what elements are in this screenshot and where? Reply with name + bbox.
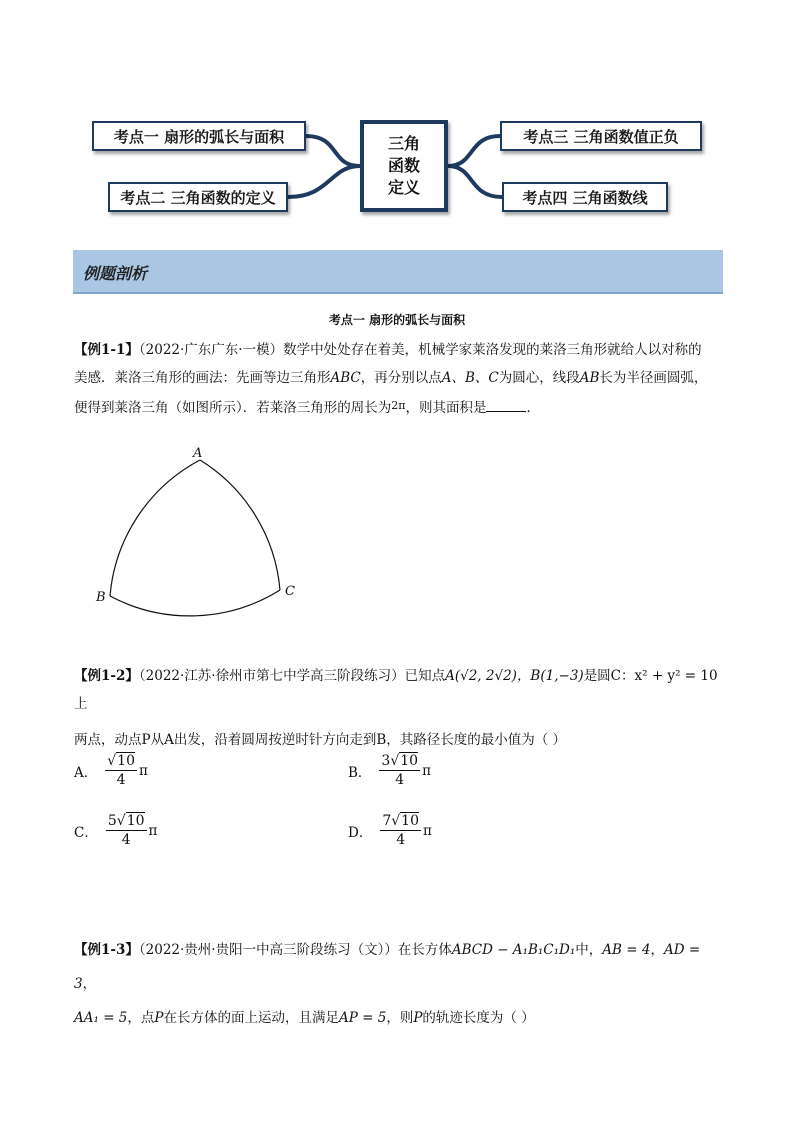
vertex-label-c: C bbox=[285, 584, 295, 599]
center-line-2: 函数 bbox=[387, 156, 420, 175]
arc-bc bbox=[110, 590, 280, 616]
mindmap-node-right-2: 考点四 三角函数线 bbox=[502, 182, 668, 212]
arc-ca bbox=[200, 460, 280, 590]
connector-left-top bbox=[306, 136, 360, 166]
example-label: 【例1-1】 bbox=[74, 342, 139, 358]
example-source: （2022·贵州·贵阳一中高三阶段练习（文）） bbox=[138, 942, 398, 958]
example-source: （2022·江苏·徐州市第七中学高三阶段练习） bbox=[138, 668, 405, 684]
banner-title: 例题剖析 bbox=[83, 264, 148, 283]
example-source: （2022·广东广东·一模） bbox=[138, 342, 284, 358]
option-a: A． $\frac{√10}{4}$ π bbox=[74, 753, 148, 788]
vertex-label-b: B bbox=[96, 590, 106, 605]
example-label: 【例1-2】 bbox=[74, 668, 139, 684]
arc-ab bbox=[110, 460, 200, 596]
mindmap-center bbox=[360, 120, 448, 212]
center-line-3: 定义 bbox=[387, 178, 420, 197]
option-d: D． $\frac{7√10}{4}$ π bbox=[348, 813, 432, 848]
example-label: 【例1-3】 bbox=[74, 942, 139, 958]
mindmap-node-left-1: 考点一 扇形的弧长与面积 bbox=[92, 121, 306, 151]
vertex-label-a: A bbox=[193, 446, 203, 461]
option-b: B． $\frac{3√10}{4}$ π bbox=[348, 753, 431, 788]
section-title: 考点一 扇形的弧长与面积 bbox=[328, 313, 466, 327]
section-banner bbox=[73, 250, 723, 294]
center-line-1: 三角 bbox=[387, 134, 420, 153]
answer-blank bbox=[486, 397, 526, 412]
mindmap-node-left-2: 考点二 三角函数的定义 bbox=[108, 182, 288, 212]
reuleaux-triangle-figure bbox=[90, 440, 310, 620]
example-1-3: 【例1-3】（2022·贵州·贵阳一中高三阶段练习（文））在长方体ABCD − A₁B₁C₁D₁中，AB = 4，AD = 3， AA₁ = 5，点P在长方体的面上运动，且满足AP = 5，则P的轨迹长度为（ ） bbox=[74, 942, 701, 1026]
mindmap-node-right-1: 考点三 三角函数值正负 bbox=[500, 121, 702, 151]
connector-left-bottom bbox=[288, 166, 360, 197]
connector-right-top bbox=[448, 136, 500, 166]
option-c: C． $\frac{5√10}{4}$ π bbox=[74, 813, 158, 848]
connector-right-bottom bbox=[448, 166, 502, 197]
example-1-1: 【例1-1】（2022·广东广东·一模）数学中处处存在着美，机械学家莱洛发现的莱洛三角形就给人以对称的 美感．莱洛三角形的画法：先画等边三角形ABC，再分别以点A、B、C为圆心，线段AB长为半径画圆弧， 便得到莱洛三角（如图所示）．若莱洛三角形的周长为$^{2\pi}$，则其面积是 ． bbox=[74, 342, 708, 416]
example-1-2: 【例1-2】（2022·江苏·徐州市第七中学高三阶段练习）已知点A(√2, 2√2)，B(1,−3)是圆C：x² + y² = 10上 两点，动点P从A出发，沿着圆周按逆时针方向走到B，其路径长度的最小值为（ ） bbox=[74, 668, 718, 748]
